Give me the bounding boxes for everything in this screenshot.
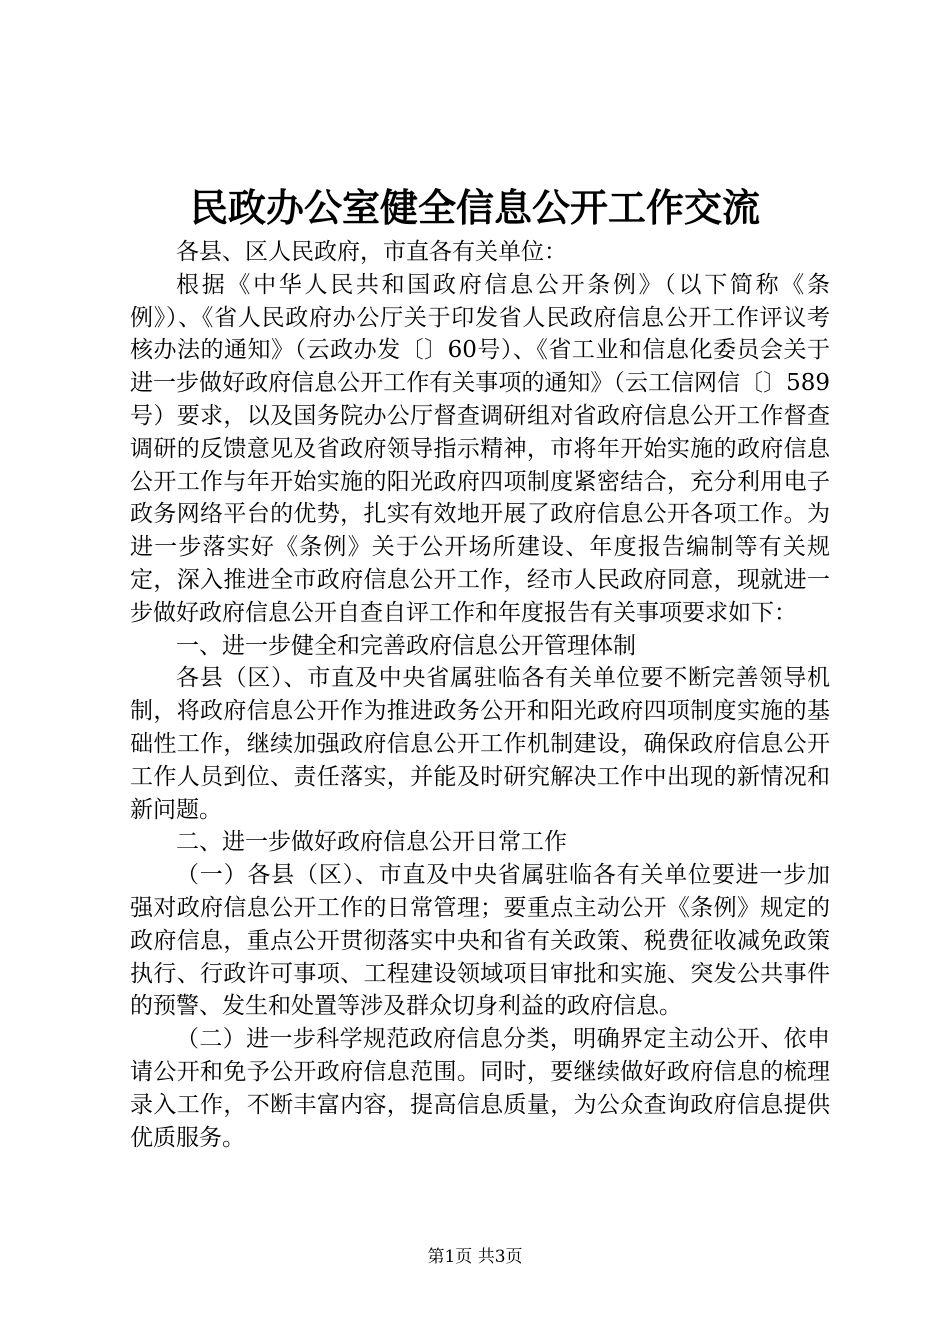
paragraph-section-1: 各县（区）、市直及中央省属驻临各有关单位要不断完善领导机制，将政府信息公开作为推进政务公开和阳光政府四项制度实施的基础性工作，继续加强政府信息公开工作机制建设，确保政府信息公开工作人员到位、责任落实，并能及时研究解决工作中出现的新情况和新问题。 bbox=[130, 665, 830, 823]
paragraph-item-1: （一）各县（区）、市直及中央省属驻临各有关单位要进一步加强对政府信息公开工作的日常管理；要重点主动公开《条例》规定的政府信息，重点公开贯彻落实中央和省有关政策、税费征收减免政策执行、行政许可事项、工程建设领域项目审批和实施、突发公共事件的预警、发生和处置等涉及群众切身利益的政府信息。 bbox=[130, 862, 830, 1020]
document-title: 民政办公室健全信息公开工作交流 bbox=[189, 185, 760, 230]
paragraph-item-2: （二）进一步科学规范政府信息分类，明确界定主动公开、依申请公开和免予公开政府信息范围。同时，要继续做好政府信息的梳理录入工作，不断丰富内容，提高信息质量，为公众查询政府信息提供优质服务。 bbox=[130, 1026, 830, 1151]
section-heading-1: 一、进一步健全和完善政府信息公开管理体制 bbox=[176, 632, 636, 659]
section-heading-2: 二、进一步做好政府信息公开日常工作 bbox=[176, 829, 567, 856]
salutation: 各县、区人民政府，市直各有关单位： bbox=[176, 239, 567, 265]
paragraph-intro: 根据《中华人民共和国政府信息公开条例》（以下简称《条例》）、《省人民政府办公厅关于印发省人民政府信息公开工作评议考核办法的通知》（云政办发〔〕60号）、《省工业和信息化委员会关于进一步做好政府信息公开工作有关事项的通知》（云工信网信〔〕589号）要求，以及国务院办公厅督查调研组对省政府信息公开工作督查调研的反馈意见及省政府领导指示精神，市将年开始实施的政府信息公开工作与年开始实施的阳光政府四项制度紧密结合，充分利用电子政务网络平台的优势，扎实有效地开展了政府信息公开各项工作。为进一步落实好《条例》关于公开场所建设、年度报告编制等有关规定，深入推进全市政府信息公开工作，经市人民政府同意，现就进一步做好政府信息公开自查自评工作和年度报告有关事项要求如下： bbox=[130, 271, 830, 626]
page-footer: 第1页 共3页 bbox=[427, 1247, 523, 1267]
document-body bbox=[130, 236, 830, 1154]
